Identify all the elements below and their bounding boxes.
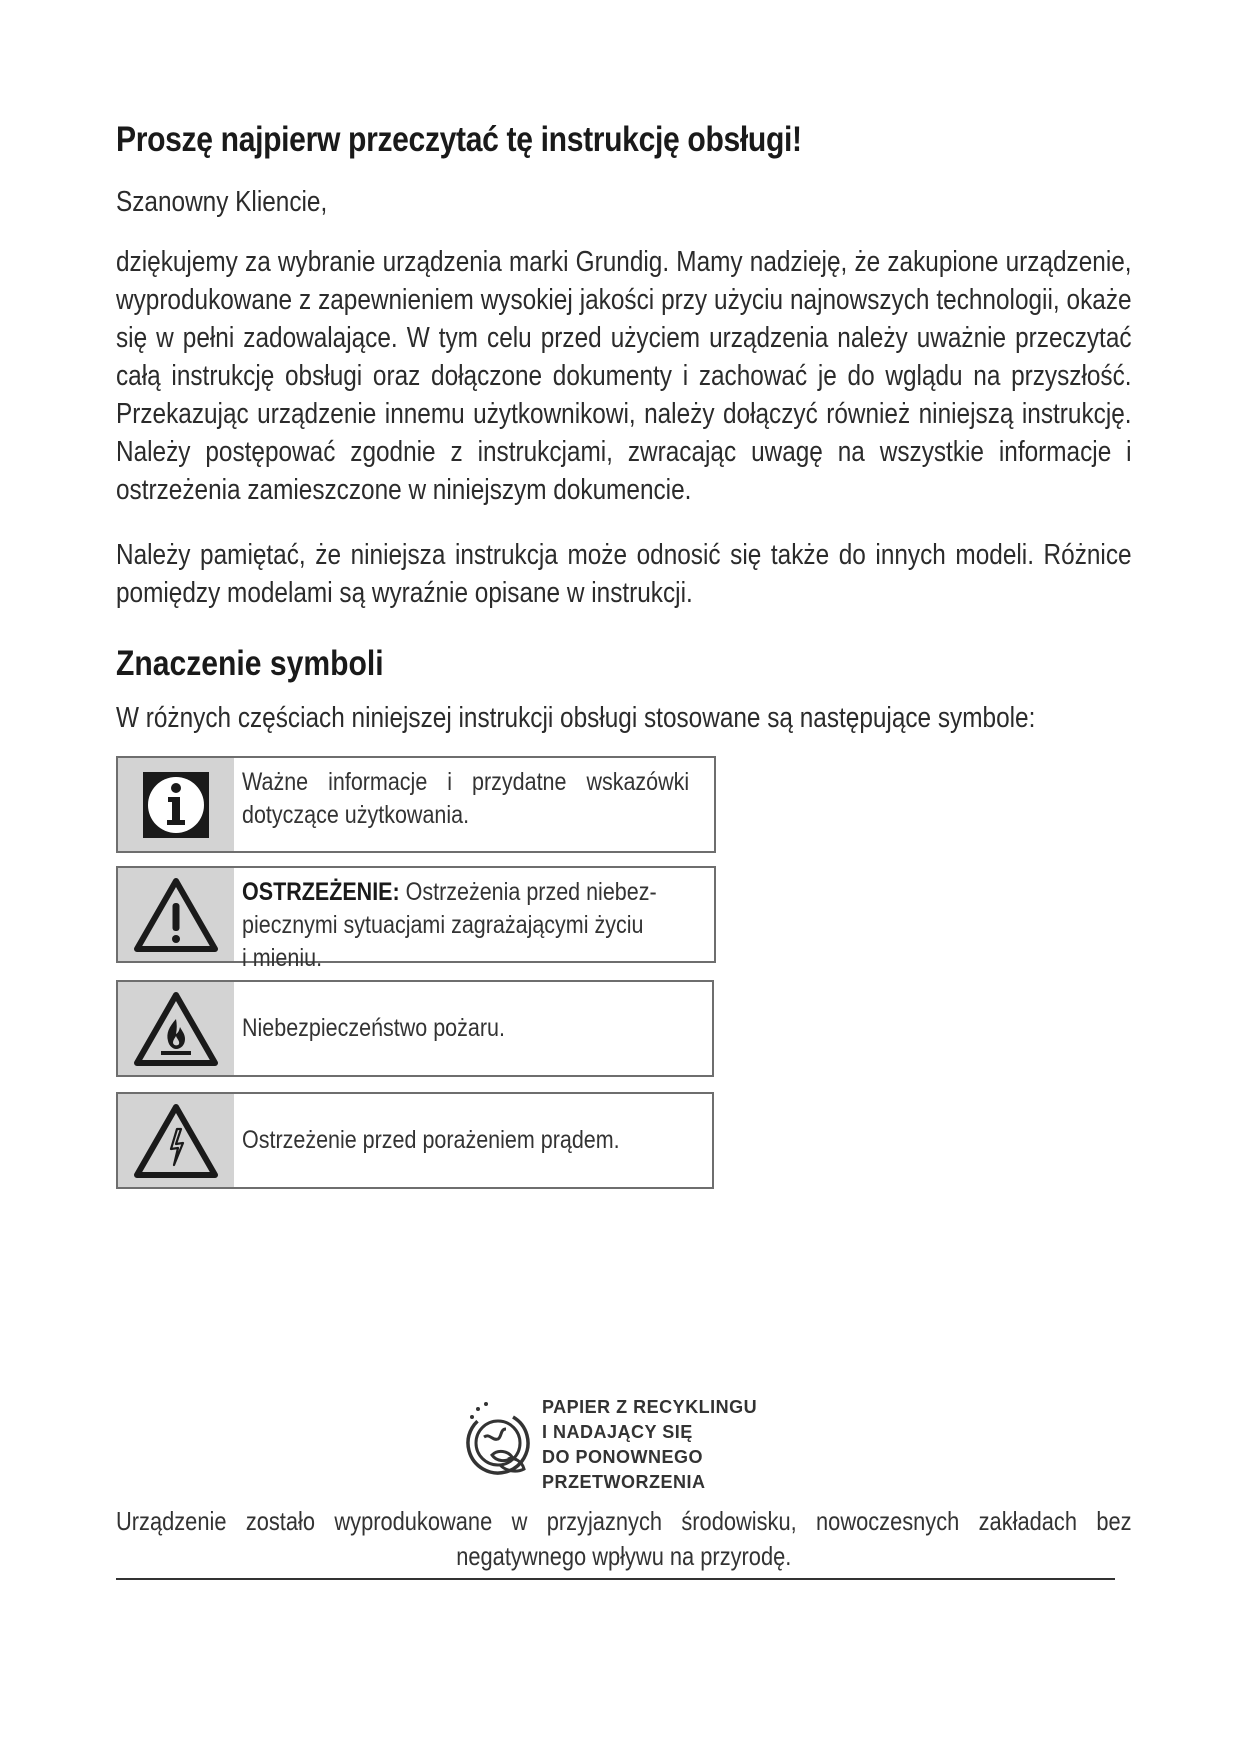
intro-paragraph: dziękujemy za wybranie urządzenia marki Grundig. Mamy nadzieję, że zakupione urządzenie, wyprodukowane z zapewnieniem wysokiej jakości przy użyciu najnowszych technologii, okaże się w pełni zadowalające. W tym celu przed użyciem urządzenia należy uważnie przeczytać całą instrukcję obsługi oraz dołączone dokumenty i zachować je do wglądu na przyszłość. Przekazując urządzenie innemu użytkownikowi, należy dołączyć również niniejszą instrukcję. Należy postępować zgodnie z instrukcjami, zwracając uwagę na wszystkie informacje i ostrzeżenia zamieszczone w niniejszym dokumencie. xyxy=(116,246,1132,506)
symbol-text-electric: Ostrzeżenie przed porażeniem prądem. xyxy=(242,1125,620,1154)
models-note-paragraph: Należy pamiętać, że niniejsza instrukcja może odnosić się także do innych modeli. Różnice pomiędzy modelami są wyraźnie opisane w instrukcji. xyxy=(116,539,1132,609)
page-title: Proszę najpierw przeczytać tę instrukcję obsługi! xyxy=(116,120,802,159)
warning-label: OSTRZEŻENIE: xyxy=(242,878,400,906)
info-icon xyxy=(141,770,211,840)
recycled-globe-icon xyxy=(462,1399,534,1489)
symbol-text-warning: OSTRZEŻENIE: Ostrzeżenia przed niebez- piecznymi sytuacjami zagrażającymi życiu i mieniu. xyxy=(242,878,657,972)
greeting: Szanowny Kliencie, xyxy=(116,186,328,218)
symbol-row-fire xyxy=(116,980,714,1077)
symbol-text-fire: Niebezpieczeństwo pożaru. xyxy=(242,1013,505,1042)
footer-note: Urządzenie zostało wyprodukowane w przyjaznych środowisku, nowoczesnych zakładach bez negatywnego wpływu na przyrodę. xyxy=(116,1506,1132,1571)
symbol-row-warning xyxy=(116,866,716,972)
symbol-row-electric xyxy=(116,1092,714,1189)
symbols-intro: W różnych częściach niniejszej instrukcji obsługi stosowane są następujące symbole: xyxy=(116,702,1036,734)
recycled-paper-badge xyxy=(462,1395,782,1495)
footer-rule xyxy=(116,1578,1115,1580)
fire-hazard-icon xyxy=(133,991,219,1067)
electric-shock-icon xyxy=(133,1103,219,1179)
recycle-text: PAPIER Z RECYKLINGU I NADAJĄCY SIĘ DO PONOWNEGO PRZETWORZENIA xyxy=(542,1397,758,1492)
symbol-text-info: Ważne informacje i przydatne wskazówki dotyczące użytkowania. xyxy=(242,768,690,829)
symbols-heading: Znaczenie symboli xyxy=(116,644,384,683)
warning-icon xyxy=(133,877,219,953)
symbol-row-info xyxy=(116,756,716,853)
